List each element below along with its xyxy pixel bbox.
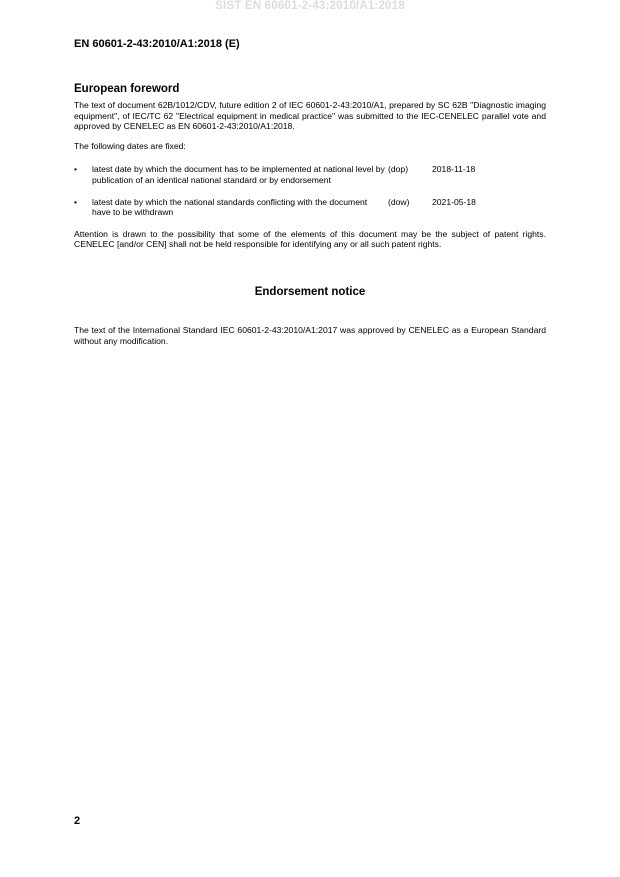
endorsement-paragraph: The text of the International Standard IEC 60601-2-43:2010/A1:2017 was approved by CENELEC as a European Standard without any modification.: [74, 324, 546, 346]
date-description: latest date by which the document has to be implemented at national level by publication of an identical national standard or by endorsement: [92, 164, 385, 185]
patent-attention-paragraph: Attention is drawn to the possibility that some of the elements of this document may be the subject of patent rights. CENELEC [and/or CEN] shall not be held responsible for identifying any or all such patent rights.: [74, 228, 546, 250]
date-row-dow: [74, 197, 546, 218]
date-abbreviation: (dop): [388, 164, 409, 175]
document-body: [74, 82, 546, 346]
bullet-icon: •: [74, 196, 78, 207]
page-number: 2: [74, 815, 81, 827]
bullet-icon: •: [74, 164, 78, 175]
endorsement-notice-heading: Endorsement notice: [254, 285, 366, 298]
date-row-dop: [74, 164, 546, 185]
date-value: 2018-11-18: [432, 164, 476, 175]
date-abbreviation: (dow): [388, 196, 410, 207]
document-header-title: EN 60601-2-43:2010/A1:2018 (E): [74, 38, 240, 50]
dates-intro-paragraph: The following dates are fixed:: [74, 140, 186, 151]
watermark-text: SIST EN 60601-2-43:2010/A1:2018: [215, 0, 405, 12]
date-value: 2021-05-18: [432, 196, 476, 207]
dates-list: [74, 164, 546, 217]
date-description: latest date by which the national standards conflicting with the document have to be withdrawn: [92, 196, 368, 218]
foreword-intro-paragraph: The text of document 62B/1012/CDV, future edition 2 of IEC 60601-2-43:2010/A1, prepared by SC 62B "Diagnostic imaging equipment", of IEC/TC 62 "Electrical equipment in medical practice" was submitted to the IEC-CENELEC parallel vote and approved by CENELEC as EN 60601-2-43:2010/A1:2018.: [74, 100, 546, 132]
european-foreword-heading: European foreword: [74, 83, 180, 95]
